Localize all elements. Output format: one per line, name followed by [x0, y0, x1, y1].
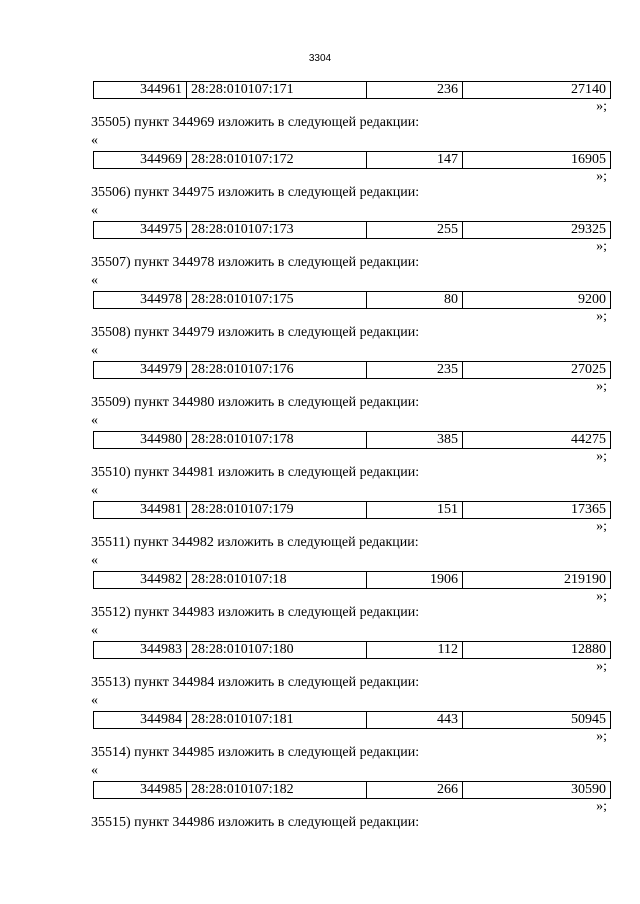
area-cell: 443: [367, 712, 463, 729]
value-cell: 16905: [463, 152, 611, 169]
value-cell: 219190: [463, 572, 611, 589]
table-row: [93, 781, 611, 799]
table-row: [93, 501, 611, 519]
area-cell: 255: [367, 222, 463, 239]
amendment-instruction: 35506) пункт 344975 изложить в следующей редакции:: [91, 185, 420, 200]
value-cell: 27025: [463, 362, 611, 379]
cadastral-number-cell: 28:28:010107:182: [187, 782, 367, 799]
area-cell: 112: [367, 642, 463, 659]
cadastral-number-cell: 28:28:010107:180: [187, 642, 367, 659]
cadastral-number-cell: 28:28:010107:181: [187, 712, 367, 729]
area-cell: 235: [367, 362, 463, 379]
value-cell: 12880: [463, 642, 611, 659]
value-cell: 9200: [463, 292, 611, 309]
closing-quote: »;: [596, 799, 607, 814]
amendment-instruction: 35513) пункт 344984 изложить в следующей редакции:: [91, 675, 420, 690]
document-body: [93, 81, 611, 833]
table-row: [93, 151, 611, 169]
item-number-cell: 344982: [94, 572, 187, 589]
closing-quote: »;: [596, 239, 607, 254]
item-number-cell: 344975: [94, 222, 187, 239]
amendment-instruction: 35511) пункт 344982 изложить в следующей редакции:: [91, 535, 419, 550]
closing-quote: »;: [596, 729, 607, 744]
cadastral-number-cell: 28:28:010107:178: [187, 432, 367, 449]
cadastral-number-cell: 28:28:010107:172: [187, 152, 367, 169]
opening-quote: «: [91, 343, 98, 358]
area-cell: 151: [367, 502, 463, 519]
opening-quote: «: [91, 133, 98, 148]
cadastral-number-cell: 28:28:010107:175: [187, 292, 367, 309]
closing-quote: »;: [596, 309, 607, 324]
item-number-cell: 344978: [94, 292, 187, 309]
value-cell: 50945: [463, 712, 611, 729]
amendment-instruction: 35512) пункт 344983 изложить в следующей редакции:: [91, 605, 420, 620]
item-number-cell: 344980: [94, 432, 187, 449]
closing-quote: »;: [596, 449, 607, 464]
cadastral-number-cell: 28:28:010107:173: [187, 222, 367, 239]
closing-quote: »;: [596, 379, 607, 394]
opening-quote: «: [91, 623, 98, 638]
closing-quote: »;: [596, 99, 607, 114]
table-row: [93, 571, 611, 589]
cadastral-number-cell: 28:28:010107:18: [187, 572, 367, 589]
item-number-cell: 344985: [94, 782, 187, 799]
area-cell: 147: [367, 152, 463, 169]
cadastral-number-cell: 28:28:010107:171: [187, 82, 367, 99]
page-number: 3304: [308, 53, 332, 64]
table-row: [93, 641, 611, 659]
opening-quote: «: [91, 553, 98, 568]
opening-quote: «: [91, 483, 98, 498]
area-cell: 266: [367, 782, 463, 799]
value-cell: 29325: [463, 222, 611, 239]
amendment-instruction: 35508) пункт 344979 изложить в следующей редакции:: [91, 325, 420, 340]
value-cell: 30590: [463, 782, 611, 799]
opening-quote: «: [91, 693, 98, 708]
area-cell: 80: [367, 292, 463, 309]
cadastral-number-cell: 28:28:010107:176: [187, 362, 367, 379]
amendment-instruction: 35515) пункт 344986 изложить в следующей редакции:: [91, 815, 420, 830]
item-number-cell: 344961: [94, 82, 187, 99]
amendment-instruction: 35509) пункт 344980 изложить в следующей редакции:: [91, 395, 420, 410]
area-cell: 1906: [367, 572, 463, 589]
opening-quote: «: [91, 273, 98, 288]
area-cell: 236: [367, 82, 463, 99]
closing-quote: »;: [596, 589, 607, 604]
closing-quote: »;: [596, 169, 607, 184]
amendment-instruction: 35507) пункт 344978 изложить в следующей редакции:: [91, 255, 420, 270]
cadastral-number-cell: 28:28:010107:179: [187, 502, 367, 519]
item-number-cell: 344984: [94, 712, 187, 729]
opening-quote: «: [91, 203, 98, 218]
table-row: [93, 431, 611, 449]
item-number-cell: 344981: [94, 502, 187, 519]
item-number-cell: 344983: [94, 642, 187, 659]
item-number-cell: 344979: [94, 362, 187, 379]
value-cell: 17365: [463, 502, 611, 519]
item-number-cell: 344969: [94, 152, 187, 169]
amendment-instruction: 35505) пункт 344969 изложить в следующей редакции:: [91, 115, 420, 130]
closing-quote: »;: [596, 659, 607, 674]
table-row: [93, 291, 611, 309]
table-row: [93, 361, 611, 379]
amendment-instruction: 35510) пункт 344981 изложить в следующей редакции:: [91, 465, 420, 480]
opening-quote: «: [91, 763, 98, 778]
table-row: [93, 221, 611, 239]
closing-quote: »;: [596, 519, 607, 534]
value-cell: 44275: [463, 432, 611, 449]
opening-quote: «: [91, 413, 98, 428]
table-row: [93, 711, 611, 729]
amendment-instruction: 35514) пункт 344985 изложить в следующей редакции:: [91, 745, 420, 760]
table-row: [93, 81, 611, 99]
area-cell: 385: [367, 432, 463, 449]
value-cell: 27140: [463, 82, 611, 99]
